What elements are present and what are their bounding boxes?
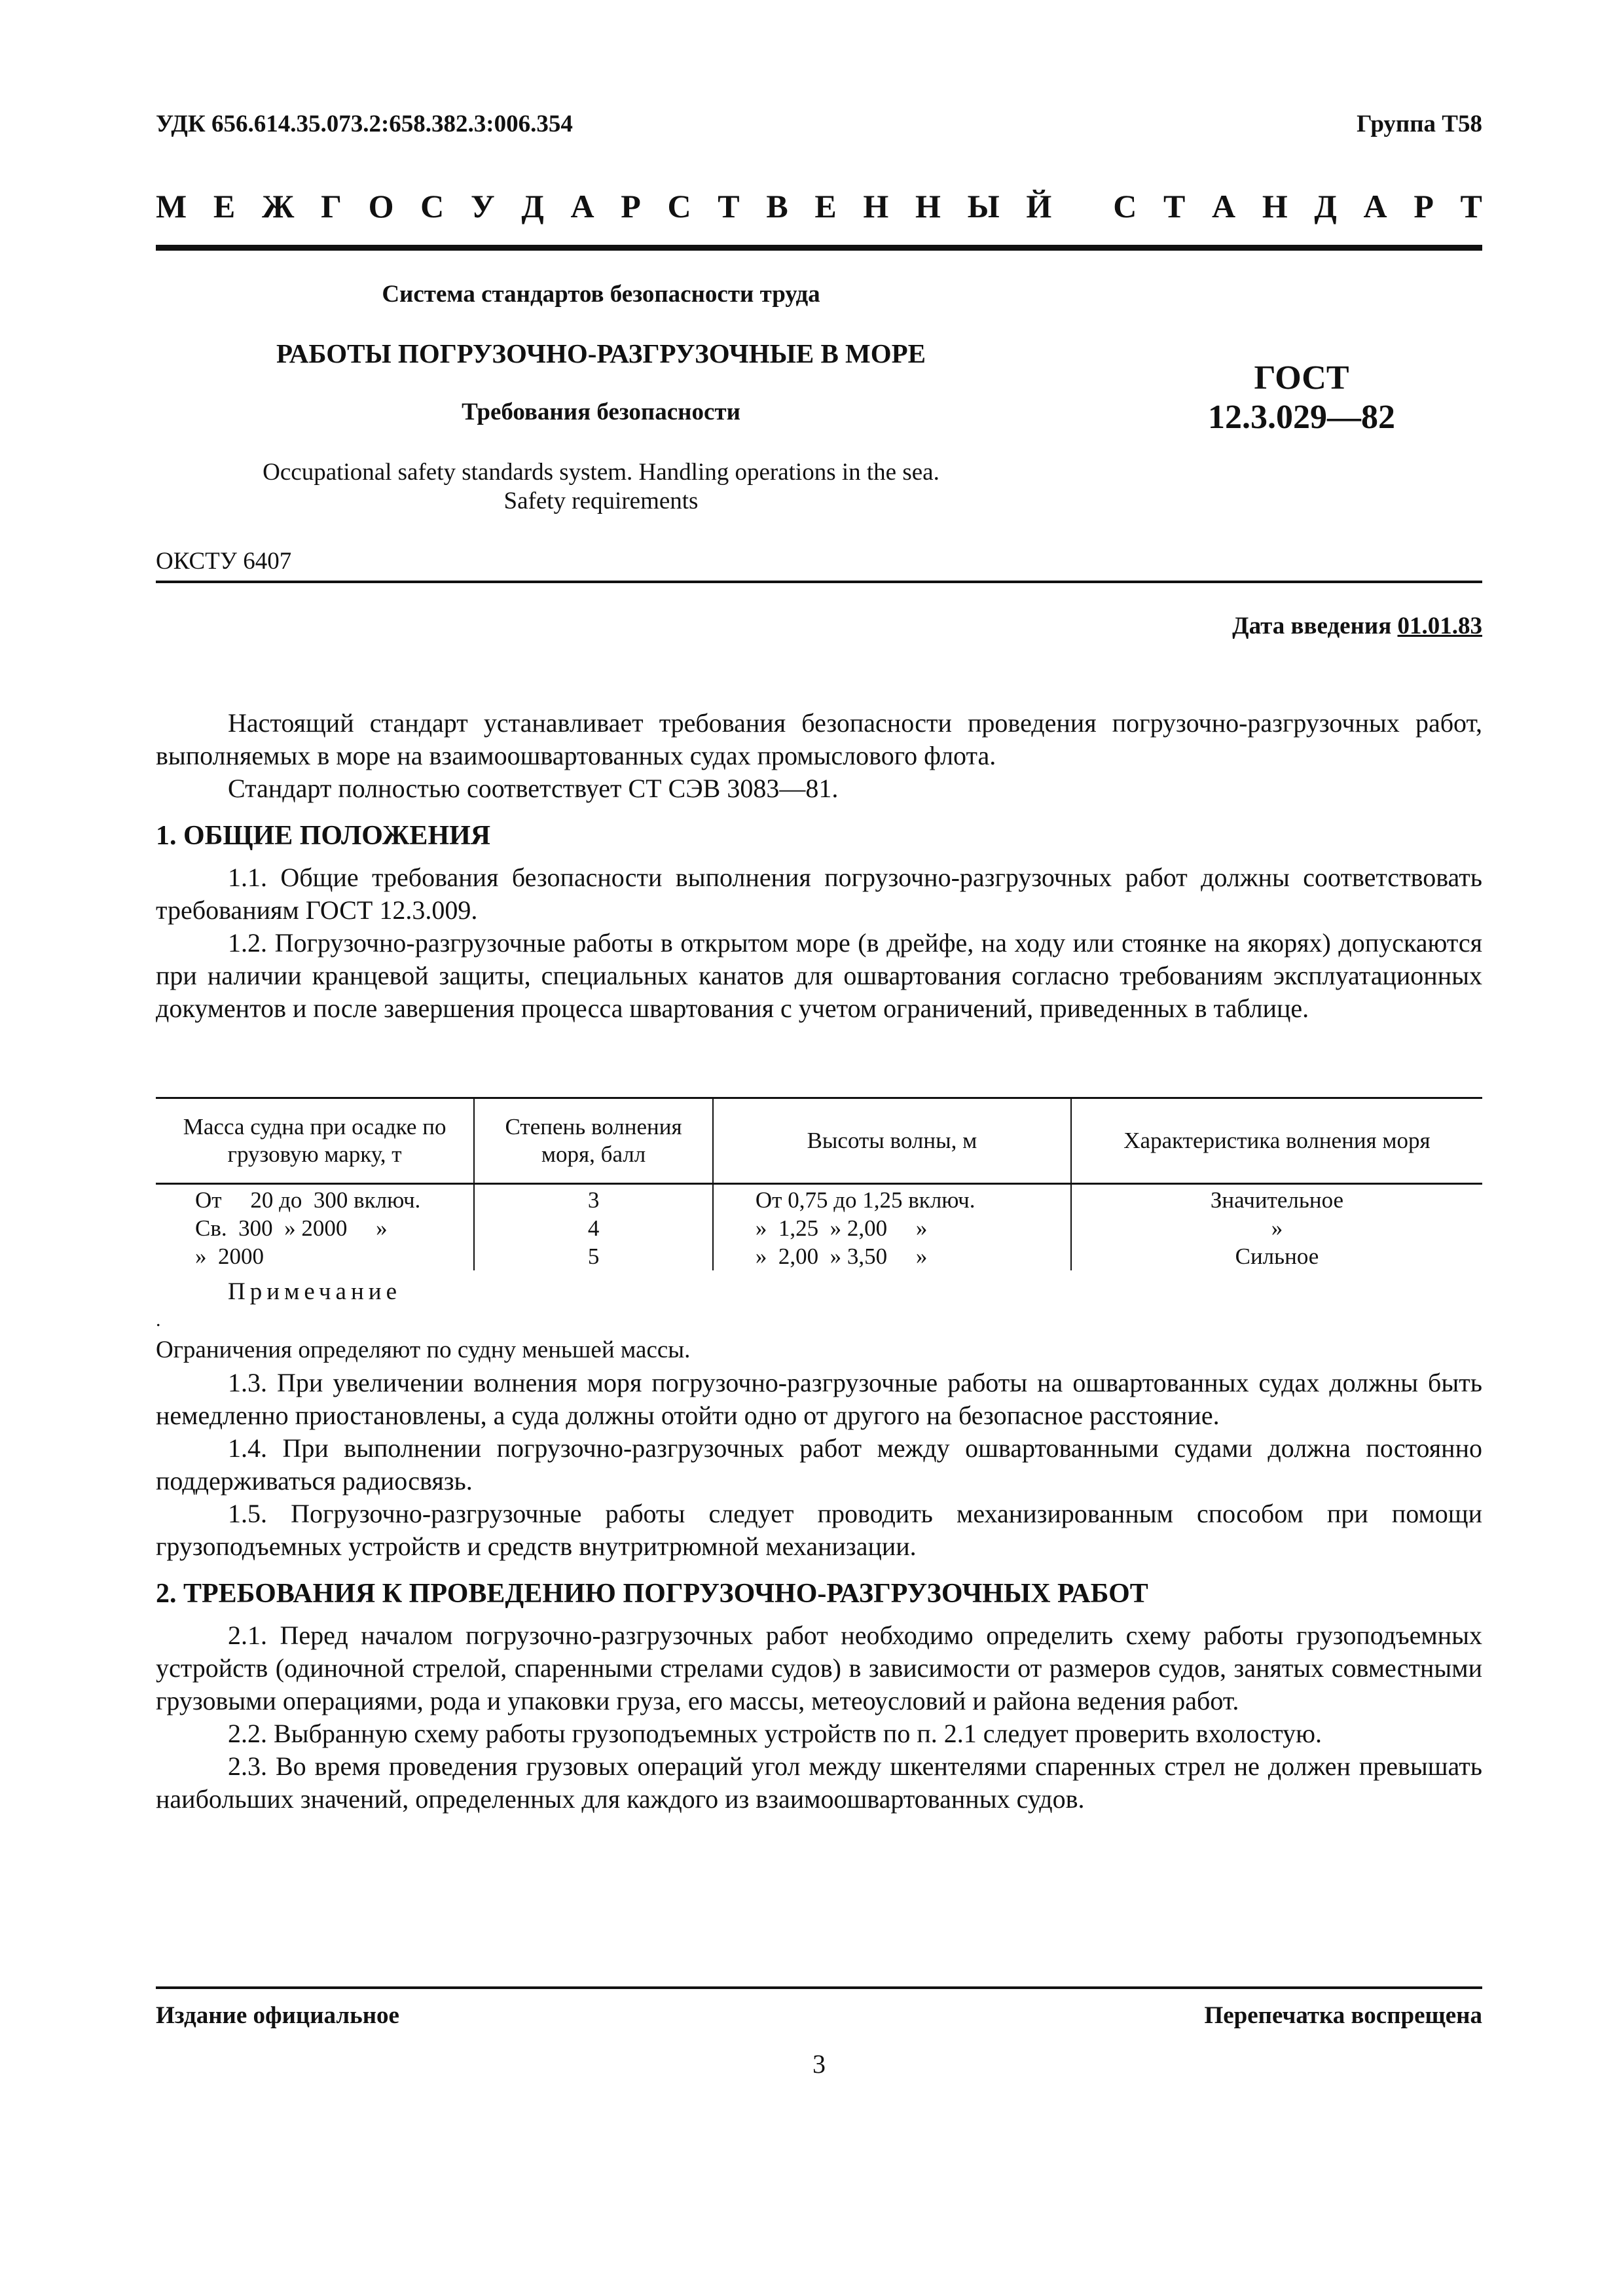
note-text: Ограничения определяют по судну меньшей массы. [156,1336,691,1363]
footer-rule [156,1986,1482,1989]
mass-value: От 20 до 300 включ. [195,1187,421,1213]
gost-label: ГОСТ [1254,359,1349,397]
intro-paragraph-2: Стандарт полностью соответствует СТ СЭВ 3083—81. [228,774,839,803]
heading-letter: О [368,188,394,224]
heading-letter: Е [814,188,837,224]
english-title [156,458,1046,516]
main-body [156,1334,1482,1816]
heading-letter: Т [1460,188,1482,224]
okstu-rule [156,581,1482,583]
note-dot: . [156,1309,161,1331]
mass-value: Св. 300 » 2000 » [195,1215,388,1241]
heading-letter: А [1363,188,1387,224]
heading-letter: Н [863,188,889,224]
heading-letter: С [667,188,691,224]
document-title: РАБОТЫ ПОГРУЗОЧНО-РАЗГРУЗОЧНЫЕ В МОРЕ [276,338,926,368]
heading-letter [1078,187,1087,225]
height-cell [713,1184,1071,1271]
heading-letter: Н [1262,188,1288,224]
character-value: Сильное [1235,1244,1319,1269]
section-2-heading: 2. ТРЕБОВАНИЯ К ПРОВЕДЕНИЮ ПОГРУЗОЧНО-РАЗГРУЗОЧНЫХ РАБОТ [156,1579,1148,1609]
top-thick-rule [156,245,1482,251]
table-header-degree: Степень волнения моря, балл [474,1098,713,1184]
degree-cell [474,1184,713,1271]
official-edition-note: Издание официальное [156,2002,399,2029]
section-1-heading: 1. ОБЩИЕ ПОЛОЖЕНИЯ [156,821,491,851]
degree-value: 3 [587,1187,600,1213]
header-row [156,110,1482,138]
degree-value: 4 [587,1215,600,1241]
height-value: » 2,00 » 3,50 » [755,1244,928,1269]
mass-value: » 2000 [195,1244,264,1269]
table-header-mass: Масса судна при осадке по грузовую марку, т [156,1098,474,1184]
footer-row [156,2001,1482,2030]
heading-letter: Д [1314,188,1337,224]
heading-letter: Д [521,188,544,224]
heading-letter: С [1113,188,1137,224]
heading-letter: Г [321,188,342,224]
date-label: Дата введения [1232,613,1392,639]
clause-1-1: 1.1. Общие требования безопасности выполнения погрузочно-разгрузочных работ должны соответствовать требованиям ГОСТ 12.3.009. [156,863,1482,925]
intro-section [156,707,1482,1025]
mass-cell [156,1184,474,1271]
character-cell [1071,1184,1482,1271]
english-title-line-2: Safety requirements [503,488,699,514]
sea-state-table [156,1097,1482,1270]
heading-letter: А [1212,188,1236,224]
heading-letter: Р [1413,188,1434,224]
clause-1-4: 1.4. При выполнении погрузочно-разгрузочных работ между ошвартованными судами должна постоянно поддерживаться радиосвязь. [156,1433,1482,1496]
heading-letter: Ж [261,188,295,224]
note-label: Примечание [228,1278,401,1305]
height-value: » 1,25 » 2,00 » [755,1215,928,1241]
clause-2-3: 2.3. Во время проведения грузовых операций угол между шкентелями спаренных стрел не должен превышать наибольших значений, определенных для каждого из взаимоошвартованных судов. [156,1751,1482,1814]
heading-letter: Р [621,188,641,224]
group-code: Группа Т58 [1357,111,1482,137]
clause-1-5: 1.5. Погрузочно-разгрузочные работы следует проводить механизированным способом при помощи грузоподъемных устройств и средств внутритрюмной механизации. [156,1499,1482,1561]
heading-letter: В [766,188,788,224]
character-value: » [1271,1215,1283,1241]
clause-2-2: 2.2. Выбранную схему работы грузоподъемных устройств по п. 2.1 следует проверить вхолостую. [228,1719,1322,1748]
heading-letter: Й [1026,188,1052,224]
heading-letter: М [156,188,187,224]
udk-code: УДК 656.614.35.073.2:658.382.3:006.354 [156,111,573,137]
height-value: От 0,75 до 1,25 включ. [755,1187,976,1213]
okstu-code: ОКСТУ 6407 [156,548,292,575]
page-number: 3 [812,2049,826,2079]
heading-letter: Ы [967,188,1000,224]
interstate-standard-heading [156,187,1482,225]
reprint-prohibited-note: Перепечатка воспрещена [1204,2002,1482,2029]
document-page [156,0,1482,2296]
table-header-height: Высоты волны, м [713,1098,1071,1184]
introduction-date [1232,612,1482,640]
clause-1-2: 1.2. Погрузочно-разгрузочные работы в открытом море (в дрейфе, на ходу или стоянке на якорях) допускаются при наличии кранцевой защиты, специальных канатов для ошвартования согласно требованиям эксплуатационных документов и после завершения процесса швартования с учетом ограничений, приведенных в таблице. [156,928,1482,1023]
heading-letter: А [570,188,594,224]
heading-letter: Е [213,188,236,224]
intro-paragraph-1: Настоящий стандарт устанавливает требования безопасности проведения погрузочно-разгрузочных работ, выполняемых в море на взаимоошвартованных судах промыслового флота. [156,708,1482,770]
document-subtitle: Требования безопасности [462,399,740,425]
heading-letter: У [470,188,495,224]
clause-1-3: 1.3. При увеличении волнения моря погрузочно-разгрузочные работы на ошвартованных судах должны быть немедленно приостановлены, а суда должны отойти одно от другого на безопасное расстояние. [156,1368,1482,1430]
degree-value: 5 [587,1244,600,1269]
english-title-line-1: Occupational safety standards system. Handling operations in the sea. [263,459,939,486]
table-header-row [156,1098,1482,1184]
heading-letter: Н [915,188,941,224]
gost-number: 12.3.029—82 [1208,399,1395,436]
heading-letter: Т [718,188,740,224]
gost-designation [1164,359,1439,437]
standard-system-title: Система стандартов безопасности труда [382,281,820,308]
clause-2-1: 2.1. Перед началом погрузочно-разгрузочных работ необходимо определить схему работы грузоподъемных устройств (одиночной стрелой, спаренными стрелами судов) в зависимости от размеров судов, занятых совместными грузовыми операциями, рода и упаковки груза, его массы, метеоусловий и района ведения работ. [156,1621,1482,1715]
heading-letter: Т [1163,188,1186,224]
table-header-character: Характеристика волнения моря [1071,1098,1482,1184]
table-row [156,1184,1482,1271]
character-value: Значительное [1210,1187,1344,1213]
heading-letter: С [420,188,445,224]
date-value: 01.01.83 [1397,613,1482,639]
